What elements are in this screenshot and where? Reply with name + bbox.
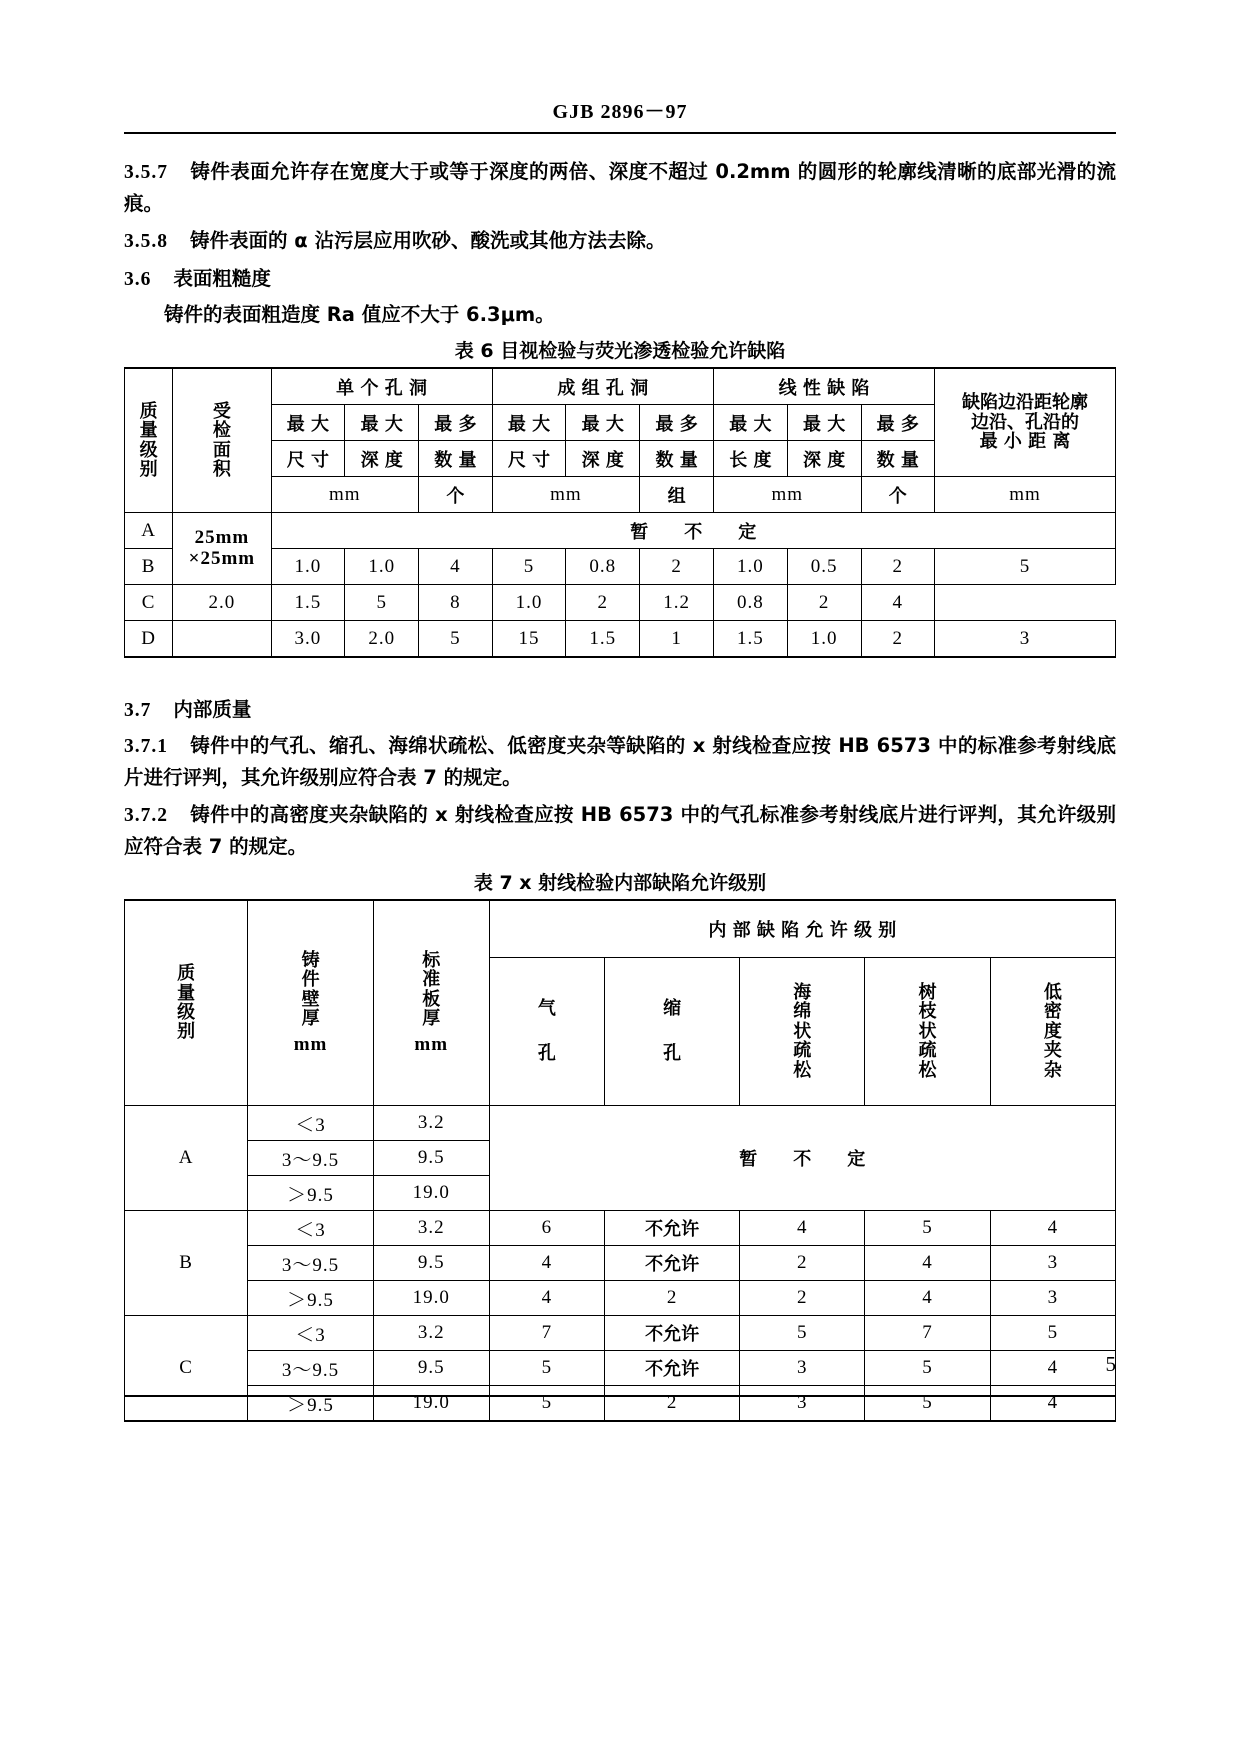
table6-cell: 1.0	[713, 549, 787, 585]
table7-cell: 2	[740, 1281, 865, 1316]
clause-3-7-2-text: 铸件中的高密度夹杂缺陷的 x 射线检查应按 HB 6573 中的气孔标准参考射线底片进行评判，其允许级别应符合表 7 的规定。	[124, 803, 1116, 858]
table7-col-plate-thickness: 标 准 板 厚 mm	[373, 900, 489, 1106]
table-row	[125, 621, 1116, 658]
table6-cell: 2	[640, 549, 714, 585]
table7-cell-wall: 3～9.5	[248, 1351, 374, 1386]
table7-cell: 7	[865, 1316, 990, 1351]
table7-cell: 4	[990, 1211, 1115, 1246]
page-header-title: GJB 2896－97	[552, 101, 688, 123]
header-divider	[124, 132, 1116, 134]
table7-caption: 表 7 x 射线检验内部缺陷允许级别	[473, 872, 767, 894]
table7-defect-sponge-porosity: 海 绵 状 疏 松	[740, 957, 865, 1105]
table6-area-blank	[173, 621, 271, 658]
page-number: 5	[1105, 1352, 1116, 1376]
table6-sub2-depth-2: 深 度	[566, 441, 640, 477]
table6-sub-max-depth-3: 最 大	[787, 405, 861, 441]
table6-sub2-length: 长 度	[713, 441, 787, 477]
table6-visual-fluorescent-inspection	[124, 367, 1116, 658]
table7-cell: 4	[489, 1281, 604, 1316]
table7-cell: 4	[489, 1246, 604, 1281]
table7-cell: 5	[489, 1351, 604, 1386]
table6-cell: 2.0	[345, 621, 419, 658]
table7-cell-plate: 9.5	[373, 1246, 489, 1281]
table6-sub-max-depth-1: 最 大	[345, 405, 419, 441]
clause-3-7-1	[124, 730, 1116, 793]
clause-3-7-2	[124, 799, 1116, 862]
table7-cell: 2	[605, 1281, 740, 1316]
section-3-6-title: 表面粗糙度	[173, 267, 271, 290]
table7-cell: 不允许	[605, 1351, 740, 1386]
table6-group-cluster-hole: 成 组 孔 洞	[492, 368, 713, 405]
table7-cell-wall: 3～9.5	[248, 1141, 374, 1176]
table-row	[125, 585, 1116, 621]
table6-cell: 5	[419, 621, 493, 658]
table6-sub2-depth-3: 深 度	[787, 441, 861, 477]
table7-cell: 不允许	[605, 1316, 740, 1351]
table6-sub-max-count-3: 最 多	[861, 405, 935, 441]
table6-cell: 1.0	[345, 549, 419, 585]
table-row	[125, 549, 1116, 585]
table6-group-linear-defect: 线 性 缺 陷	[713, 368, 934, 405]
table6-cell: 1.5	[271, 585, 345, 621]
clause-3-5-8	[124, 225, 1116, 257]
page-content	[124, 95, 1116, 1422]
table7-cell: 4	[990, 1386, 1115, 1422]
table7-cell-wall: ＜3	[248, 1316, 374, 1351]
table6-grade-b: B	[125, 549, 173, 585]
table6-cell: 0.8	[566, 549, 640, 585]
table6-cell: 0.5	[787, 549, 861, 585]
table7-grade-b: B	[125, 1211, 248, 1316]
table-row	[125, 477, 1116, 513]
section-3-6-number: 3.6	[124, 269, 152, 290]
table7-cell: 7	[489, 1316, 604, 1351]
table6-sub2-size-1: 尺 寸	[271, 441, 345, 477]
table7-cell-wall: 3～9.5	[248, 1246, 374, 1281]
table6-row-a-merged: 暂 不 定	[271, 513, 1115, 549]
table6-sub-max-size-1: 最 大	[271, 405, 345, 441]
table6-cell: 2	[787, 585, 861, 621]
table7-cell-plate: 3.2	[373, 1106, 489, 1141]
table7-cell-wall: ＞9.5	[248, 1281, 374, 1316]
clause-3-7-1-text: 铸件中的气孔、缩孔、海绵状疏松、低密度夹杂等缺陷的 x 射线检查应按 HB 6573 中的标准参考射线底片进行评判，其允许级别应符合表 7 的规定。	[124, 734, 1116, 789]
clause-3-5-7	[124, 156, 1116, 219]
table6-col-quality: 质 量 级 别	[125, 368, 173, 513]
table6-cell: 2	[566, 585, 640, 621]
table6-cell: 4	[419, 549, 493, 585]
table7-cell-wall: ＞9.5	[248, 1176, 374, 1211]
table7-cell: 4	[990, 1351, 1115, 1386]
table6-cell: 5	[492, 549, 566, 585]
table7-cell: 5	[865, 1351, 990, 1386]
table6-sub2-count-2: 数 量	[640, 441, 714, 477]
table6-grade-c: C	[125, 585, 173, 621]
table7-group-internal-defects: 内 部 缺 陷 允 许 级 别	[489, 900, 1115, 957]
table7-cell: 5	[865, 1386, 990, 1422]
clause-3-5-8-text: 铸件表面的 α 沾污层应用吹砂、酸洗或其他方法去除。	[190, 229, 666, 252]
table-row	[125, 1106, 1116, 1141]
table6-cell: 0.8	[713, 585, 787, 621]
table6-sub2-size-2: 尺 寸	[492, 441, 566, 477]
table7-cell: 6	[489, 1211, 604, 1246]
table-row	[125, 1281, 1116, 1316]
table7-cell: 不允许	[605, 1211, 740, 1246]
clause-3-7-2-number: 3.7.2	[124, 805, 168, 826]
table6-cell: 5	[345, 585, 419, 621]
table7-cell: 4	[865, 1246, 990, 1281]
table6-cell: 3.0	[271, 621, 345, 658]
table-row	[125, 1211, 1116, 1246]
table6-cell: 2	[861, 549, 935, 585]
table-row	[125, 900, 1116, 957]
table7-grade-c: C	[125, 1316, 248, 1422]
section-3-7-number: 3.7	[124, 700, 152, 721]
table-row	[125, 1316, 1116, 1351]
table6-cell: 1.0	[492, 585, 566, 621]
table6-cell: 1.5	[713, 621, 787, 658]
section-3-6-text: 铸件的表面粗造度 Ra 值应不大于 6.3μm。	[164, 303, 555, 326]
table6-group-edge-distance: 缺陷边沿距轮廓 边沿、孔沿的 最 小 距 离	[935, 368, 1116, 477]
table6-cell: 5	[935, 549, 1116, 585]
table7-defect-low-density-inclusion: 低 密 度 夹 杂	[990, 957, 1115, 1105]
table7-cell-wall: ＞9.5	[248, 1386, 374, 1422]
table6-sub-max-size-2: 最 大	[492, 405, 566, 441]
table7-cell-plate: 9.5	[373, 1351, 489, 1386]
table6-unit-group: 组	[640, 477, 714, 513]
table6-cell: 2.0	[173, 585, 271, 621]
table6-sub-max-count-2: 最 多	[640, 405, 714, 441]
section-3-6-heading	[124, 263, 1116, 295]
table6-unit-count-2: 个	[861, 477, 935, 513]
table7-cell: 4	[865, 1281, 990, 1316]
table6-unit-mm-1: mm	[271, 477, 419, 513]
table7-col-wall-thickness: 铸 件 壁 厚 mm	[248, 900, 374, 1106]
table6-sub2-count-3: 数 量	[861, 441, 935, 477]
table7-cell-plate: 19.0	[373, 1176, 489, 1211]
table6-cell: 3	[935, 621, 1116, 658]
table7-cell: 2	[740, 1246, 865, 1281]
table6-group-single-hole: 单 个 孔 洞	[271, 368, 492, 405]
table-row	[125, 513, 1116, 549]
clause-3-5-7-number: 3.5.7	[124, 162, 168, 183]
table7-col-quality: 质 量 级 别	[125, 900, 248, 1106]
table-row	[125, 1351, 1116, 1386]
table6-caption: 表 6 目视检验与荧光渗透检验允许缺陷	[454, 340, 786, 362]
table7-grade-a-merged: 暂 不 定	[489, 1106, 1115, 1211]
table6-unit-mm-2: mm	[492, 477, 640, 513]
section-3-7-heading	[124, 694, 1116, 726]
table6-unit-mm-3: mm	[713, 477, 861, 513]
table6-cell: 4	[861, 585, 935, 621]
table6-sub-max-count-1: 最 多	[419, 405, 493, 441]
table6-unit-count-1: 个	[419, 477, 493, 513]
table6-cell: 1.0	[787, 621, 861, 658]
table7-defect-shrinkage-hole: 缩 孔	[605, 957, 740, 1105]
table7-cell-plate: 3.2	[373, 1211, 489, 1246]
table7-cell-plate: 3.2	[373, 1316, 489, 1351]
table6-cell: 1.5	[566, 621, 640, 658]
table7-cell: 2	[605, 1386, 740, 1422]
table7-cell-plate: 9.5	[373, 1141, 489, 1176]
table6-unit-mm-4: mm	[935, 477, 1116, 513]
table7-cell: 4	[740, 1211, 865, 1246]
table6-area-value: 25mm ×25mm	[173, 513, 271, 585]
clause-3-5-7-text: 铸件表面允许存在宽度大于或等于深度的两倍、深度不超过 0.2mm 的圆形的轮廓线清晰的底部光滑的流痕。	[124, 160, 1116, 215]
table6-cell: 1.2	[640, 585, 714, 621]
table7-cell: 5	[865, 1211, 990, 1246]
table6-cell: 2	[861, 621, 935, 658]
table6-sub2-depth-1: 深 度	[345, 441, 419, 477]
table6-col-area: 受 检 面 积	[173, 368, 271, 513]
table6-cell: 1.0	[271, 549, 345, 585]
table-row	[125, 368, 1116, 405]
table6-sub2-count-1: 数 量	[419, 441, 493, 477]
table6-grade-d: D	[125, 621, 173, 658]
table7-cell: 5	[489, 1386, 604, 1422]
table7-cell: 5	[740, 1316, 865, 1351]
table7-cell: 5	[990, 1316, 1115, 1351]
table6-grade-a: A	[125, 513, 173, 549]
table-row	[125, 1386, 1116, 1422]
table7-grade-a: A	[125, 1106, 248, 1211]
table7-cell: 3	[740, 1386, 865, 1422]
table7-cell: 不允许	[605, 1246, 740, 1281]
table6-sub-max-depth-2: 最 大	[566, 405, 640, 441]
footer-divider	[124, 1395, 1116, 1397]
table7-xray-internal-defect-levels	[124, 899, 1116, 1422]
table6-cell: 1	[640, 621, 714, 658]
clause-3-5-8-number: 3.5.8	[124, 231, 168, 252]
table7-cell: 3	[990, 1281, 1115, 1316]
table6-cell: 8	[419, 585, 493, 621]
table7-cell-plate: 19.0	[373, 1281, 489, 1316]
table7-cell: 3	[990, 1246, 1115, 1281]
table6-sub-max-length: 最 大	[713, 405, 787, 441]
table7-cell-plate: 19.0	[373, 1386, 489, 1422]
table-row	[125, 1246, 1116, 1281]
clause-3-7-1-number: 3.7.1	[124, 736, 168, 757]
table7-defect-dendritic-porosity: 树 枝 状 疏 松	[865, 957, 990, 1105]
table7-cell-wall: ＜3	[248, 1106, 374, 1141]
section-3-7-title: 内部质量	[173, 698, 252, 721]
table7-cell: 3	[740, 1351, 865, 1386]
table7-cell-wall: ＜3	[248, 1211, 374, 1246]
table6-cell: 15	[492, 621, 566, 658]
table7-defect-gas-hole: 气 孔	[489, 957, 604, 1105]
